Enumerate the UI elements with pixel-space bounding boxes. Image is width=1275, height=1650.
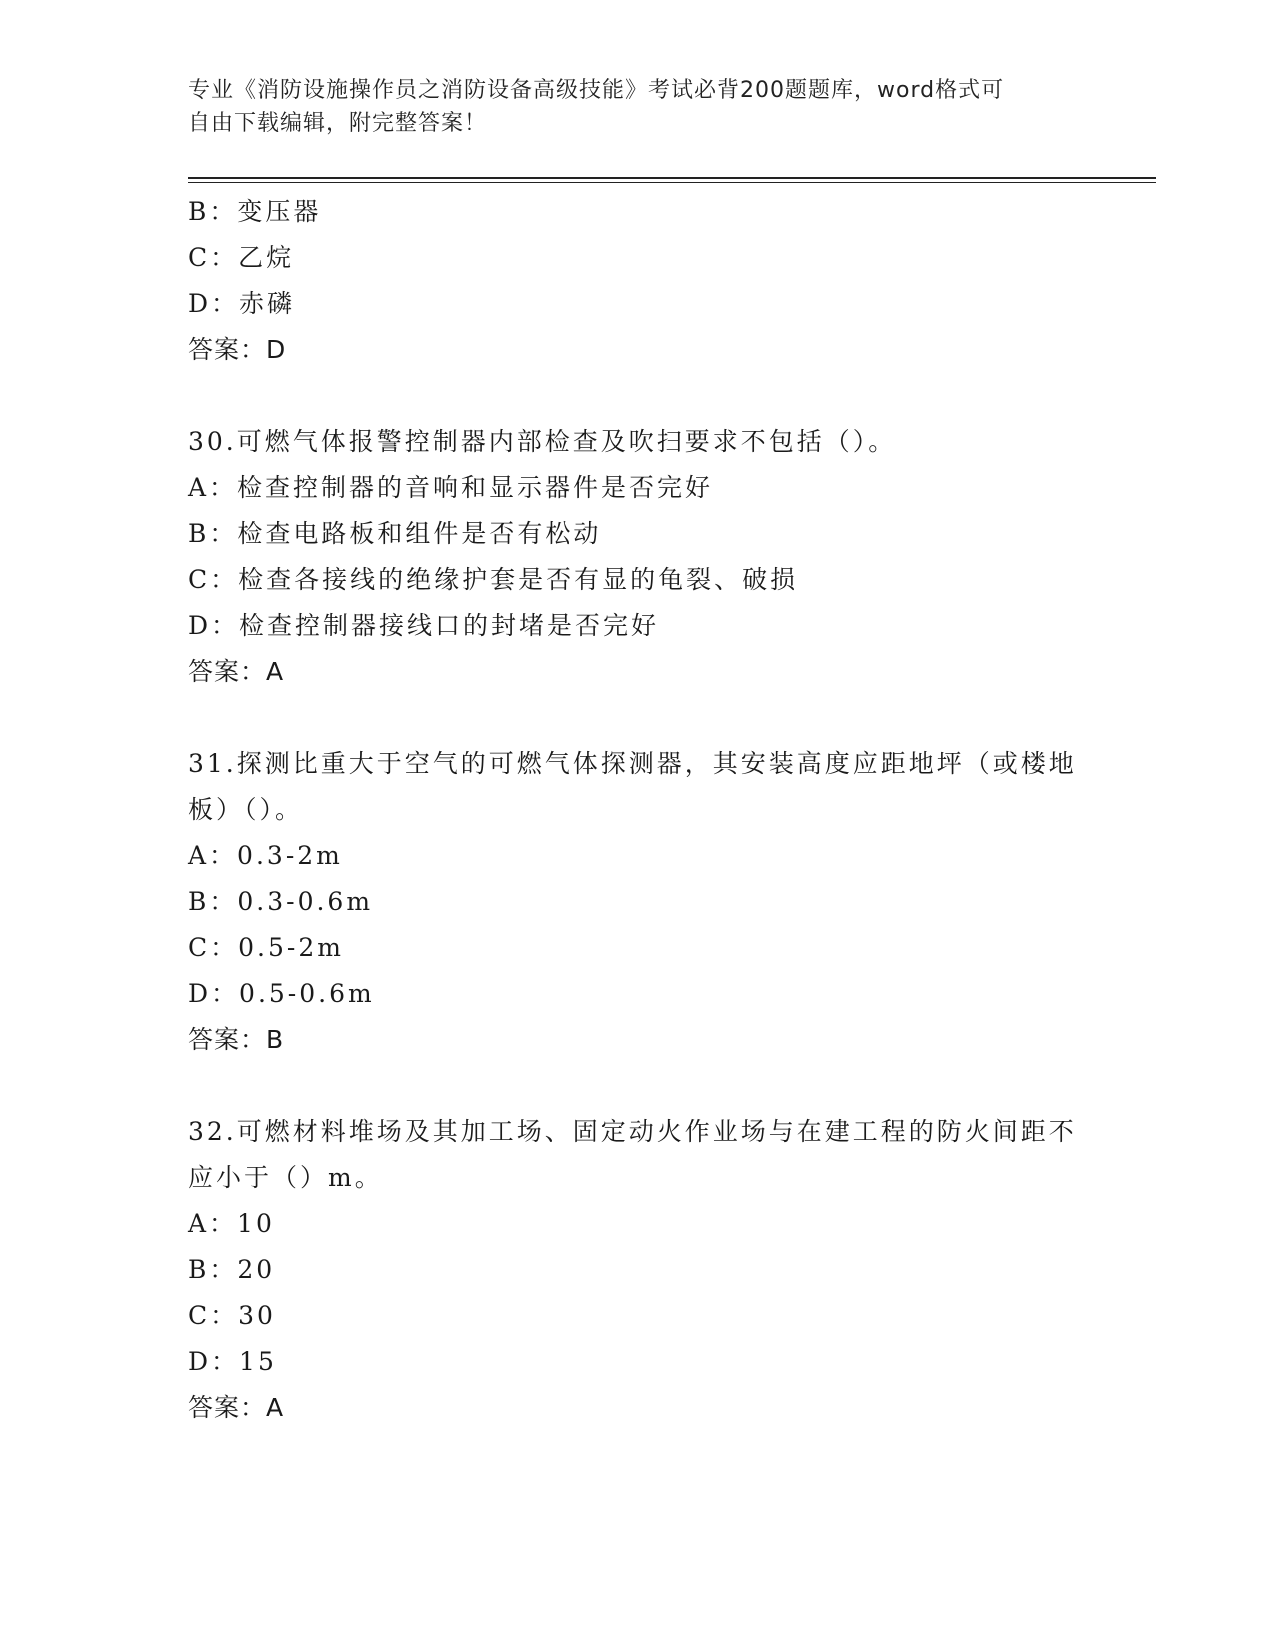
question-30 [188,419,1088,695]
option-b: B：变压器 [188,197,322,226]
option-c: C：乙烷 [188,243,295,272]
question-29-continuation [188,189,1088,373]
option-c: C：30 [188,1301,276,1330]
option-b: B：20 [188,1255,276,1284]
option-d: D：15 [188,1347,277,1376]
option-a: A：检查控制器的音响和显示器件是否完好 [188,473,714,502]
header-rule-thin [188,182,1156,183]
question-31 [188,741,1088,1063]
question-list [188,189,1088,1431]
question-text: 31.探测比重大于空气的可燃气体探测器，其安装高度应距地坪（或楼地板）（）。 [188,749,1077,824]
answer-line: 答案：B [188,1025,285,1054]
option-c: C：0.5-2m [188,933,344,962]
header-line-1: 专业《消防设施操作员之消防设备高级技能》考试必背200题题库，word格式可 [188,78,1005,103]
question-text: 30.可燃气体报警控制器内部检查及吹扫要求不包括（）。 [188,427,897,456]
question-32 [188,1109,1088,1431]
option-d: D：赤磷 [188,289,296,318]
option-d: D：0.5-0.6m [188,979,375,1008]
option-c: C：检查各接线的绝缘护套是否有显的龟裂、破损 [188,565,799,594]
answer-line: 答案：D [188,335,287,364]
option-b: B：检查电路板和组件是否有松动 [188,519,602,548]
answer-line: 答案：A [188,1393,285,1422]
header-line-2: 自由下载编辑，附完整答案！ [188,111,488,136]
option-a: A：0.3-2m [188,841,343,870]
option-b: B：0.3-0.6m [188,887,374,916]
option-d: D：检查控制器接线口的封堵是否完好 [188,611,660,640]
option-a: A：10 [188,1209,275,1238]
page-header [188,74,1078,140]
header-rule-thick [188,177,1156,179]
answer-line: 答案：A [188,657,285,686]
question-text: 32.可燃材料堆场及其加工场、固定动火作业场与在建工程的防火间距不应小于（）m。 [188,1117,1077,1192]
